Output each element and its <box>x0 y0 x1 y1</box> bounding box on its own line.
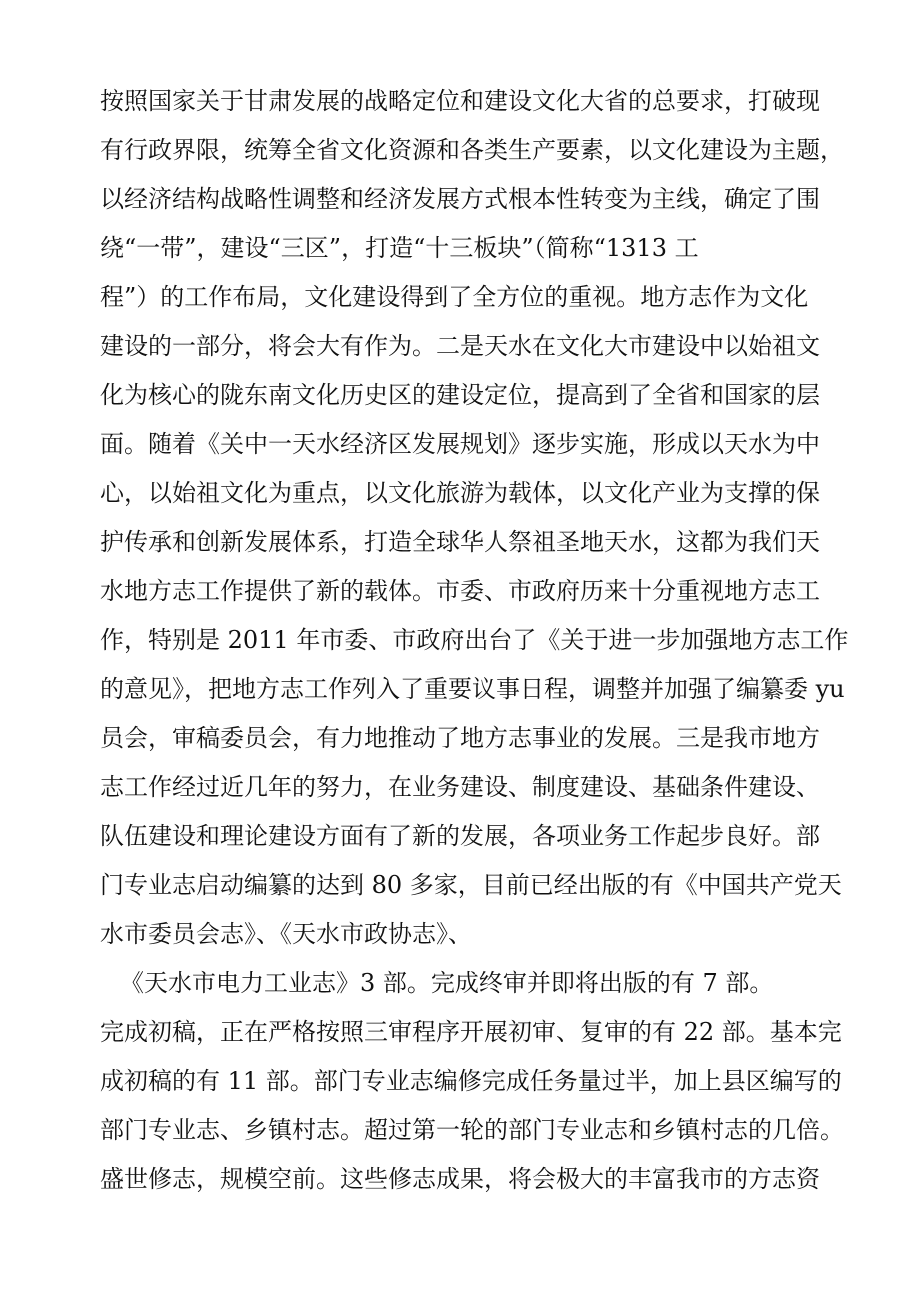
text-line: 程”）的工作布局，文化建设得到了全方位的重视。地方志作为文化 <box>100 283 809 311</box>
text-line: 成初稿的有 11 部。部门专业志编修完成任务量过半，加上县区编写的 <box>100 1067 842 1095</box>
text-line: 部门专业志、乡镇村志。超过第一轮的部门专业志和乡镇村志的几倍。 <box>100 1116 844 1144</box>
text-line: 员会，审稿委员会，有力地推动了地方志事业的发展。三是我市地方 <box>100 724 820 752</box>
text-line: 队伍建设和理论建设方面有了新的发展，各项业务工作起步良好。部 <box>100 822 820 850</box>
text-line: 作，特别是 2011 年市委、市政府出台了《关于进一步加强地方志工作 <box>100 626 849 654</box>
text-line: 门专业志启动编纂的达到 80 多家，目前已经出版的有《中国共产党天 <box>100 871 842 899</box>
text-line: 有行政界限，统筹全省文化资源和各类生产要素，以文化建设为主题， <box>100 136 844 164</box>
text-line: 护传承和创新发展体系，打造全球华人祭祖圣地天水，这都为我们天 <box>100 528 820 556</box>
text-line: 面。随着《关中一天水经济区发展规划》逐步实施，形成以天水为中 <box>100 430 820 458</box>
text-line: 以经济结构战略性调整和经济发展方式根本性转变为主线，确定了围 <box>100 185 820 213</box>
text-line: 绕“一带”，建设“三区”，打造“十三板块”（简称“1313 工 <box>100 234 699 262</box>
text-line: 按照国家关于甘肃发展的战略定位和建设文化大省的总要求，打破现 <box>100 87 820 115</box>
text-line: 的意见》，把地方志工作列入了重要议事日程，调整并加强了编纂委 yu <box>100 675 845 703</box>
text-line: 心，以始祖文化为重点，以文化旅游为载体，以文化产业为支撑的保 <box>100 479 820 507</box>
text-line: 志工作经过近几年的努力，在业务建设、制度建设、基础条件建设、 <box>100 773 820 801</box>
text-line: 化为核心的陇东南文化历史区的建设定位，提高到了全省和国家的层 <box>100 381 820 409</box>
text-line: 水市委员会志》、《天水市政协志》、 <box>100 920 472 948</box>
text-line: 完成初稿，正在严格按照三审程序开展初审、复审的有 22 部。基本完 <box>100 1018 842 1046</box>
text-line: 盛世修志，规模空前。这些修志成果，将会极大的丰富我市的方志资 <box>100 1165 820 1193</box>
text-line: 建设的一部分，将会大有作为。二是天水在文化大市建设中以始祖文 <box>100 332 820 360</box>
text-line: 《天水市电力工业志》3 部。完成终审并即将出版的有 7 部。 <box>120 969 774 997</box>
text-line: 水地方志工作提供了新的载体。市委、市政府历来十分重视地方志工 <box>100 577 820 605</box>
